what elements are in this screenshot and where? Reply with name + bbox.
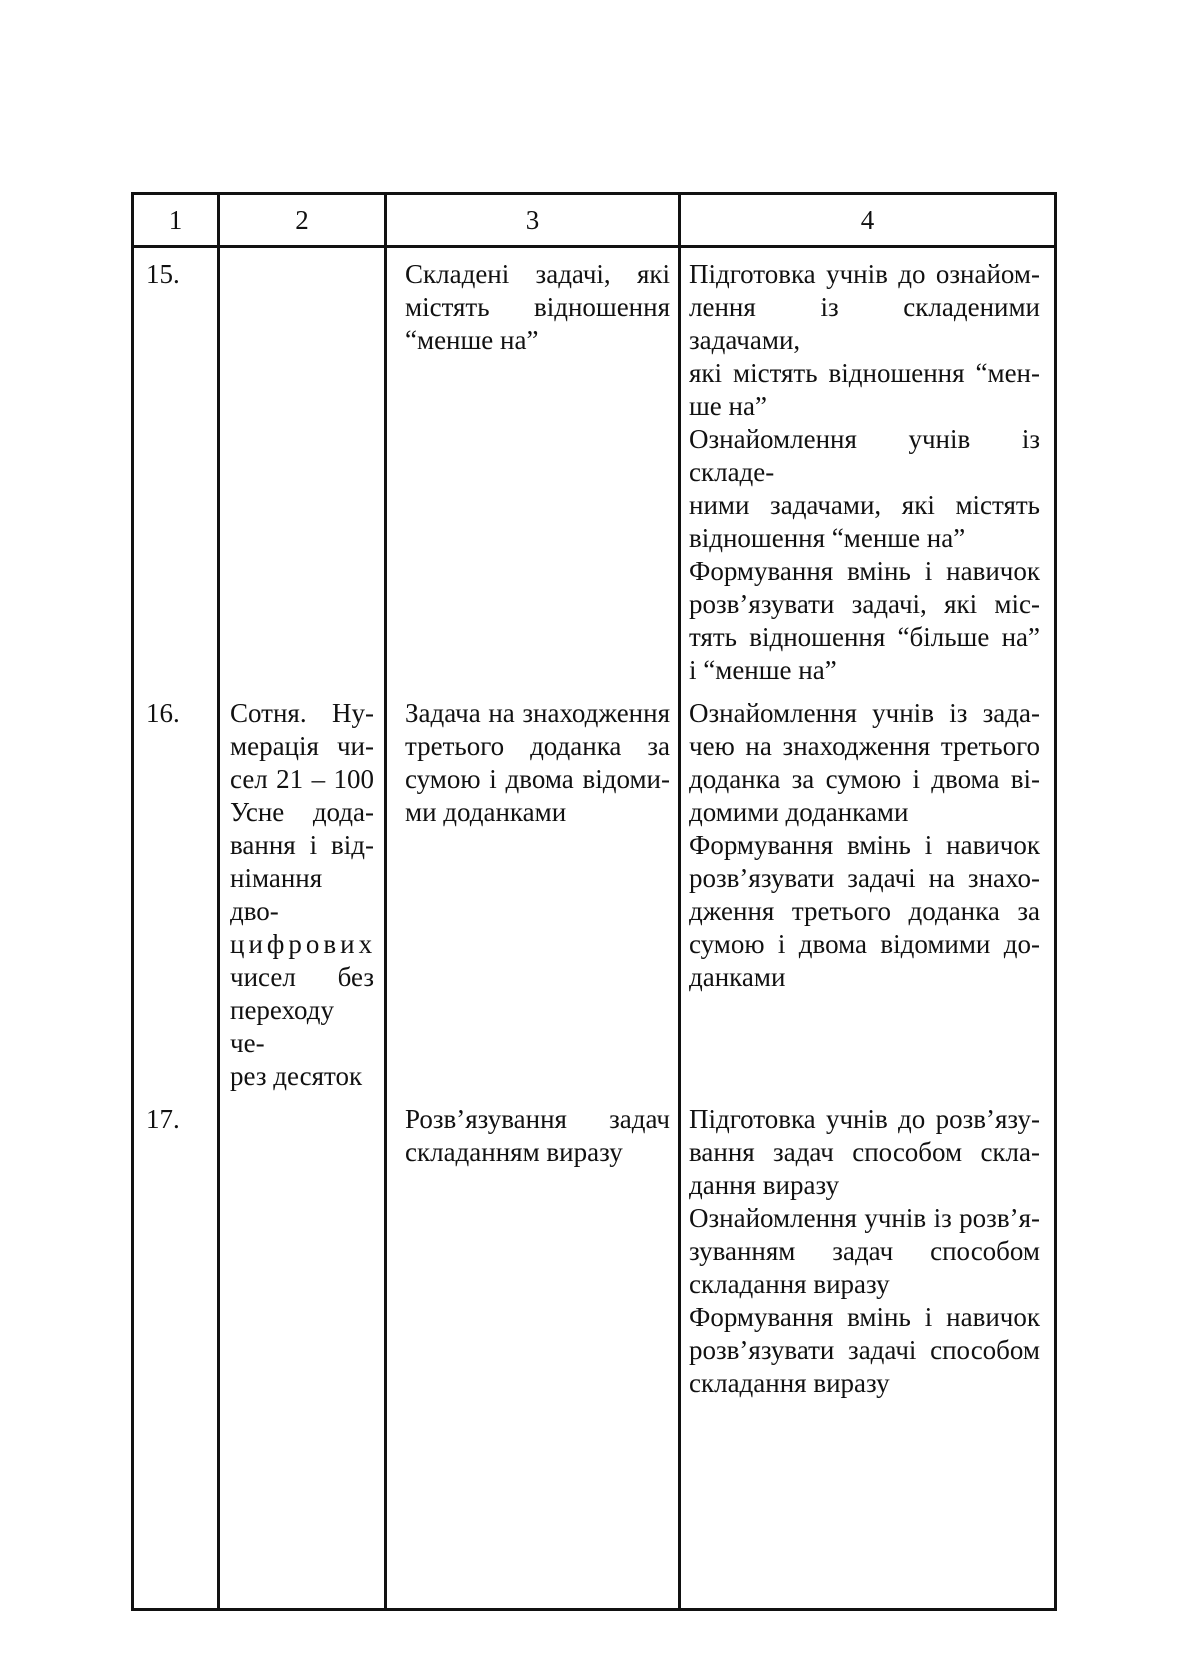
- row-number: 17.: [133, 1093, 219, 1610]
- text-line: і “менше на”: [689, 655, 837, 685]
- row-number: 15.: [133, 247, 219, 688]
- text-line: ми доданками: [405, 797, 567, 827]
- text-line: які містять відношення “мен-: [689, 358, 1040, 388]
- objectives-cell: [680, 687, 1056, 1093]
- text-line: містять відношення: [405, 292, 670, 322]
- table-header-row: [133, 194, 1056, 247]
- text-line: домими доданками: [689, 797, 909, 827]
- text-line: Підготовка учнів до розв’язу-: [689, 1104, 1040, 1134]
- lesson-cell: [386, 687, 680, 1093]
- text-line: ними задачами, які містять: [689, 490, 1040, 520]
- text-line: “менше на”: [405, 325, 539, 355]
- objectives-cell: [680, 1093, 1056, 1610]
- text-line: дання виразу: [689, 1170, 840, 1200]
- text-line: дження третього доданка за: [689, 896, 1040, 926]
- text-line: зуванням задач способом: [689, 1236, 1040, 1266]
- curriculum-table: [131, 192, 1057, 1611]
- text-line: доданка за сумою і двома ві-: [689, 764, 1040, 794]
- text-line: ше на”: [689, 391, 767, 421]
- text-line: вання і від-: [230, 830, 374, 860]
- lesson-cell: [386, 247, 680, 688]
- table-row: [133, 247, 1056, 688]
- text-line: рез десяток: [230, 1061, 363, 1091]
- table-row: [133, 1093, 1056, 1610]
- text-line: цифрових: [230, 929, 377, 959]
- text-line: Ознайомлення учнів із складе-: [689, 424, 1040, 487]
- text-line: складання виразу: [689, 1368, 890, 1398]
- text-line: сумою і двома відоми-: [405, 764, 670, 794]
- text-line: сел 21 – 100: [230, 764, 374, 794]
- topic-cell: [219, 1093, 386, 1610]
- table-row: [133, 687, 1056, 1093]
- text-line: Формування вмінь і навичок: [689, 556, 1040, 586]
- text-line: розв’язувати задачі способом: [689, 1335, 1040, 1365]
- text-line: чисел без: [230, 962, 374, 992]
- text-line: переходу че-: [230, 995, 334, 1058]
- text-line: Усне дода-: [230, 797, 374, 827]
- text-line: чею на знаходження третього: [689, 731, 1040, 761]
- text-line: Формування вмінь і навичок: [689, 830, 1040, 860]
- text-line: Формування вмінь і навичок: [689, 1302, 1040, 1332]
- text-line: розв’язувати задачі, які міс-: [689, 589, 1040, 619]
- text-line: Сотня. Ну-: [230, 698, 374, 728]
- text-line: розв’язувати задачі на знахо-: [689, 863, 1040, 893]
- text-line: вання задач способом скла-: [689, 1137, 1040, 1167]
- topic-cell: [219, 687, 386, 1093]
- text-line: сумою і двома відомими до-: [689, 929, 1040, 959]
- header-cell-2: 2: [219, 194, 386, 247]
- lesson-cell: [386, 1093, 680, 1610]
- objectives-cell: [680, 247, 1056, 688]
- text-line: третього доданка за: [405, 731, 670, 761]
- text-line: Ознайомлення учнів із розв’я-: [689, 1203, 1040, 1233]
- header-cell-4: 4: [680, 194, 1056, 247]
- header-cell-1: 1: [133, 194, 219, 247]
- header-cell-3: 3: [386, 194, 680, 247]
- text-line: лення із складеними задачами,: [689, 292, 1040, 355]
- text-line: німання дво-: [230, 863, 323, 926]
- text-line: тять відношення “більше на”: [689, 622, 1040, 652]
- text-line: Складені задачі, які: [405, 259, 670, 289]
- text-line: мерація чи-: [230, 731, 374, 761]
- row-number: 16.: [133, 687, 219, 1093]
- text-line: данками: [689, 962, 786, 992]
- text-line: відношення “менше на”: [689, 523, 966, 553]
- text-line: Підготовка учнів до ознайом-: [689, 259, 1040, 289]
- text-line: складання виразу: [689, 1269, 890, 1299]
- text-line: Задача на знаходження: [405, 698, 670, 728]
- topic-cell: [219, 247, 386, 688]
- text-line: Ознайомлення учнів із зада-: [689, 698, 1040, 728]
- text-line: складанням виразу: [405, 1137, 623, 1167]
- text-line: Розв’язування задач: [405, 1104, 670, 1134]
